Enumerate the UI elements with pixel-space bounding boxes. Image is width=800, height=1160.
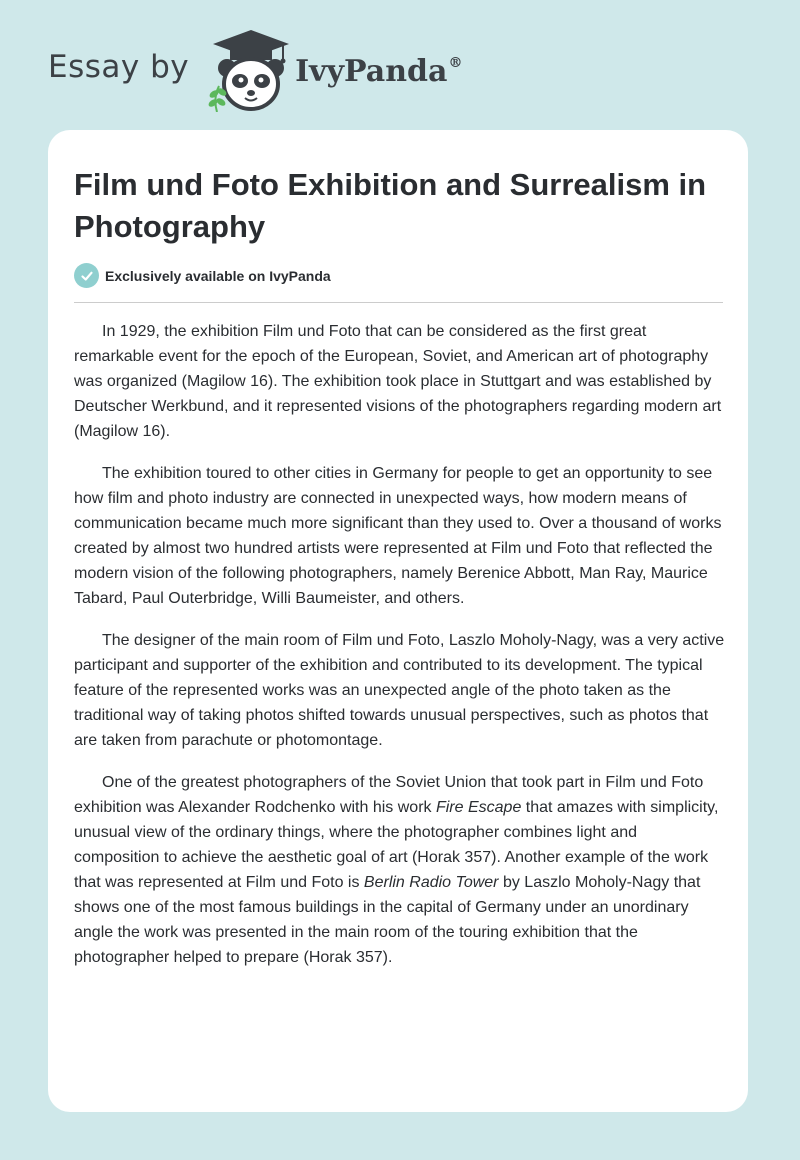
panda-logo-icon[interactable]: [203, 28, 293, 112]
p4-text-a: One of the greatest photographers of the Soviet Union that took part in Film und Foto exhibition was Alexander Rodchenko with his work: [74, 774, 704, 816]
p4-text-e: by Laszlo Moholy-Nagy that shows one of the most famous buildings in the capital of Germany under an unordinary angle the work was presented in the main room of the touring exhibition that the photographer helped to prepare (Horak 357).: [74, 874, 701, 966]
brand-text: IvyPanda: [295, 53, 448, 89]
essay-title: Film und Foto Exhibition and Surrealism in Photography: [74, 167, 707, 244]
paragraph-4: [74, 770, 726, 970]
work-title-fire-escape: Fire Escape: [435, 799, 522, 816]
registered-mark: ®: [448, 54, 463, 71]
paragraph-1: In 1929, the exhibition Film und Foto that can be considered as the first great remarkable event for the epoch of the European, Soviet, and American art of photography was organized (Magilow 16). The exhibition took place in Stuttgart and was established by Deutscher Werkbund, and it represented visions of the photographers regarding modern art (Magilow 16).: [74, 323, 722, 440]
site-header: [48, 28, 462, 112]
check-circle-icon: [74, 263, 99, 288]
essay-card: [48, 130, 748, 1112]
work-title-berlin-radio-tower: Berlin Radio Tower: [363, 874, 499, 891]
essay-by-label: Essay by: [48, 49, 190, 85]
paragraph-3: The designer of the main room of Film und Foto, Laszlo Moholy-Nagy, was a very active participant and supporter of the exhibition and contributed to its development. The typical feature of the represented works was an unexpected angle of the photo taken as the traditional way of taking photos shifted towards unusual perspectives, such as photos that are taken from parachute or photomontage.: [74, 632, 725, 749]
essay-body: [74, 319, 726, 987]
paragraph-2: The exhibition toured to other cities in Germany for people to get an opportunity to see how film and photo industry are connected in unexpected ways, how modern means of communication became much more significant than they used to. Over a thousand of works created by almost two hundred artists were represented at Film und Foto that reflected the modern vision of the following photographers, namely Berenice Abbott, Man Ray, Maurice Tabard, Paul Outerbridge, Willi Baumeister, and others.: [74, 465, 722, 607]
exclusive-label: Exclusively available on IvyPanda: [105, 267, 331, 284]
exclusive-badge: [74, 263, 331, 288]
divider: [74, 302, 723, 303]
brand-name[interactable]: [295, 54, 462, 89]
p4-text-c: that amazes with simplicity, unusual view of the ordinary things, where the photographer combines light and composition to achieve the aesthetic goal of art (Horak 357). Another example of the work that was represented at Film und Foto is: [74, 799, 719, 891]
